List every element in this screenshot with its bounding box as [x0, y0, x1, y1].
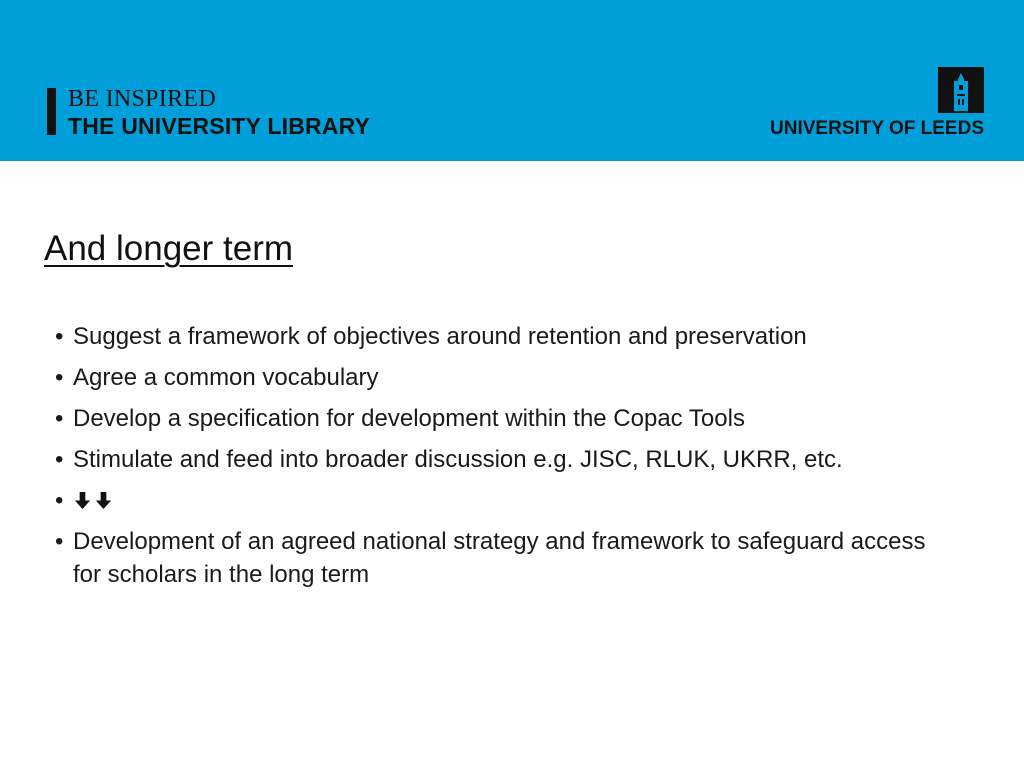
- bullet-text: Stimulate and feed into broader discussion e.g. JISC, RLUK, UKRR, etc.: [73, 446, 843, 473]
- slide-title: And longer term: [44, 229, 294, 268]
- bullet-text: Develop a specification for development within the Copac Tools: [73, 405, 745, 432]
- header-banner: [0, 0, 1024, 161]
- bullet-marker: •: [55, 405, 64, 432]
- bullet-item: [55, 320, 955, 353]
- bullet-text: Agree a common vocabulary: [73, 364, 379, 391]
- down-arrow-icon: [73, 491, 92, 510]
- tower-crest-icon: [938, 67, 984, 113]
- bullet-item: [55, 484, 955, 517]
- bullet-marker: •: [55, 528, 64, 555]
- bullet-marker: •: [55, 364, 64, 391]
- bullet-marker: •: [55, 487, 64, 514]
- double-down-arrow-icon: [73, 487, 115, 514]
- bullet-list: [55, 320, 955, 599]
- library-tagline: BE INSPIRED: [68, 86, 216, 112]
- bullet-text: Suggest a framework of objectives around retention and preservation: [73, 323, 807, 350]
- bullet-item: [55, 525, 955, 591]
- library-logo-bar: [47, 88, 56, 135]
- down-arrow-icon: [94, 491, 113, 510]
- bullet-item: [55, 402, 955, 435]
- bullet-item: [55, 361, 955, 394]
- bullet-item: [55, 443, 955, 476]
- bullet-marker: •: [55, 323, 64, 350]
- university-name: UNIVERSITY OF LEEDS: [770, 118, 984, 139]
- library-name: THE UNIVERSITY LIBRARY: [68, 113, 371, 139]
- bullet-text: Development of an agreed national strategy and framework to safeguard access for scholars in the long term: [73, 528, 926, 588]
- bullet-marker: •: [55, 446, 64, 473]
